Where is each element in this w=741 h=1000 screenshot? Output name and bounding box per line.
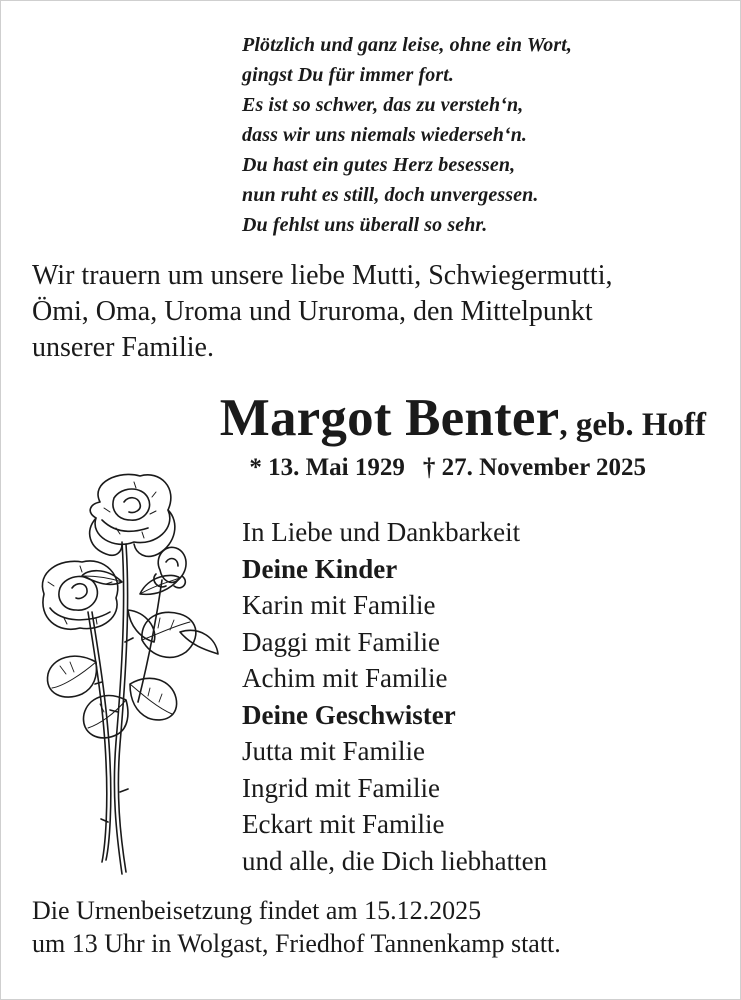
memorial-poem <box>242 30 702 240</box>
death-date: † 27. November 2025 <box>422 454 646 481</box>
list-item: Daggi mit Familie <box>242 626 440 657</box>
poem-line: gingst Du für immer fort. <box>242 64 454 86</box>
burial-line: um 13 Uhr in Wolgast, Friedhof Tannenkamp statt. <box>32 929 561 958</box>
intro-text <box>32 258 722 366</box>
burial-notice <box>32 894 722 960</box>
children-heading: Deine Kinder <box>242 553 398 584</box>
intro-line: Ömi, Oma, Uroma und Ururoma, den Mittelpunkt <box>32 296 593 327</box>
poem-line: Plötzlich und ganz leise, ohne ein Wort, <box>242 34 572 56</box>
burial-line: Die Urnenbeisetzung findet am 15.12.2025 <box>32 896 482 925</box>
list-item: Eckart mit Familie <box>242 809 445 839</box>
poem-line: Du hast ein gutes Herz besessen, <box>242 154 516 176</box>
born-name: , geb. Hoff <box>559 407 706 443</box>
list-item: Karin mit Familie <box>242 590 436 620</box>
dedication-line: In Liebe und Dankbarkeit <box>242 517 521 547</box>
list-item: Ingrid mit Familie <box>242 772 440 803</box>
intro-line: unserer Familie. <box>32 332 214 363</box>
list-item: Achim mit Familie <box>242 663 448 693</box>
mourners-list <box>242 514 712 879</box>
deceased-name-line <box>0 388 706 448</box>
closing-line: und alle, die Dich liebhatten <box>242 845 548 876</box>
deceased-name: Margot Benter <box>219 389 560 447</box>
rose-illustration-icon <box>30 462 230 882</box>
list-item: Jutta mit Familie <box>242 736 425 766</box>
poem-line: Du fehlst uns überall so sehr. <box>242 214 488 236</box>
poem-line: nun ruht es still, doch unvergessen. <box>242 184 539 206</box>
siblings-heading: Deine Geschwister <box>242 699 456 730</box>
poem-line: Es ist so schwer, das zu versteh‘n, <box>242 94 524 116</box>
intro-line: Wir trauern um unsere liebe Mutti, Schwiegermutti, <box>32 260 613 291</box>
poem-line: dass wir uns niemals wiederseh‘n. <box>242 124 528 146</box>
birth-date: * 13. Mai 1929 <box>249 454 405 481</box>
